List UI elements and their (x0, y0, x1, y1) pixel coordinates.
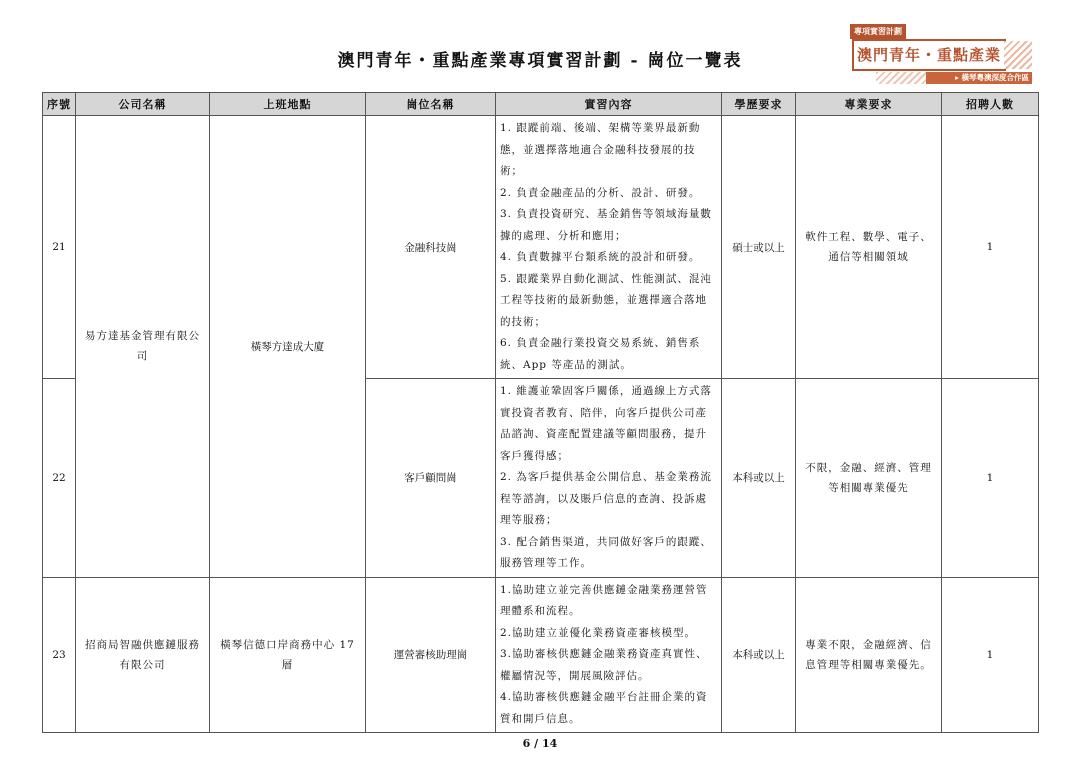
row-no: 23 (43, 577, 76, 733)
table-row (43, 116, 1039, 379)
logo-subtitle: ▸ 橫琴粵澳深度合作區 (926, 72, 1032, 84)
content-item: 4.協助審核供應鏈金融平台註冊企業的資質和開戶信息。 (500, 691, 708, 725)
row-position: 客戶顧問崗 (366, 379, 496, 578)
row-position: 金融科技崗 (366, 116, 496, 379)
row-headcount: 1 (942, 379, 1039, 578)
header-content: 實習內容 (496, 93, 722, 116)
row-education: 本科或以上 (722, 379, 796, 578)
content-item: 1. 跟蹤前端、後端、架構等業界最新動態，並選擇落地適合金融科技發展的技術； (500, 122, 701, 177)
header-education: 學歷要求 (722, 93, 796, 116)
row-location: 橫琴信德口岸商務中心 17 層 (210, 577, 366, 733)
row-company: 易方達基金管理有限公司 (76, 116, 210, 578)
content-item: 2.協助建立並優化業務資產審核模型。 (500, 626, 697, 639)
logo-sub-hatch-decoration (876, 72, 926, 84)
table-row (43, 577, 1039, 733)
content-item: 3. 配合銷售渠道，共同做好客戶的跟蹤、服務管理等工作。 (500, 535, 712, 569)
content-item: 4. 負責數據平台類系統的設計和研發。 (500, 251, 701, 263)
content-item: 6. 負責金融行業投資交易系統、銷售系統、App 等產品的測試。 (500, 337, 701, 371)
row-education: 碩士或以上 (722, 116, 796, 379)
row-content (496, 379, 722, 578)
content-item: 1.協助建立並完善供應鏈金融業務運營管理體系和流程。 (500, 583, 708, 617)
header-no: 序號 (43, 93, 76, 116)
logo-hatch-decoration (1004, 41, 1032, 69)
row-headcount: 1 (942, 116, 1039, 379)
content-item: 2. 負責金融產品的分析、設計、研發。 (500, 186, 701, 199)
row-content (496, 116, 722, 379)
logo-main-text: 澳門青年・重點產業 (852, 39, 1006, 71)
page-number: 6 / 14 (522, 737, 558, 750)
row-major: 不限，金融、經濟、管理等相關專業優先 (796, 379, 942, 578)
positions-table (42, 92, 1039, 733)
row-no: 21 (43, 116, 76, 379)
content-item: 1. 維護並鞏固客戶關係，通過線上方式落實投資者教育、陪伴，向客戶提供公司產品諮詢、資產配置建議等顧問服務，提升客戶獲得感； (500, 385, 712, 462)
document-title: 澳門青年・重點產業專項實習計劃 - 崗位一覽表 (337, 51, 743, 71)
header-position: 崗位名稱 (366, 93, 496, 116)
row-no: 22 (43, 379, 76, 578)
row-major: 軟件工程、數學、電子、通信等相關領域 (796, 116, 942, 379)
header-headcount: 招聘人數 (942, 93, 1039, 116)
logo-tag: 專項實習計劃 (850, 24, 906, 39)
content-item: 2. 為客戶提供基金公開信息、基金業務流程等諮詢，以及賬戶信息的查詢、投訴處理等服務； (500, 471, 712, 526)
content-item: 3.協助審核供應鏈金融業務資產真實性、權屬情況等，開展風險評估。 (500, 648, 708, 682)
row-position: 運營審核助理崗 (366, 577, 496, 733)
row-education: 本科或以上 (722, 577, 796, 733)
row-content (496, 577, 722, 733)
row-location: 橫琴方達成大廈 (210, 116, 366, 578)
table-header-row (43, 93, 1039, 116)
header-company: 公司名稱 (76, 93, 210, 116)
content-item: 5. 跟蹤業界自動化測試、性能測試、混沌工程等技術的最新動態，並選擇適合落地的技術； (500, 272, 712, 328)
row-major: 專業不限，金融經濟、信息管理等相關專業優先。 (796, 577, 942, 733)
row-company: 招商局智融供應鏈服務有限公司 (76, 577, 210, 733)
row-headcount: 1 (942, 577, 1039, 733)
content-item: 3. 負責投資研究、基金銷售等領域海量數據的處理、分析和應用； (500, 208, 712, 242)
header-major: 專業要求 (796, 93, 942, 116)
program-logo (846, 24, 1034, 86)
header-location: 上班地點 (210, 93, 366, 116)
